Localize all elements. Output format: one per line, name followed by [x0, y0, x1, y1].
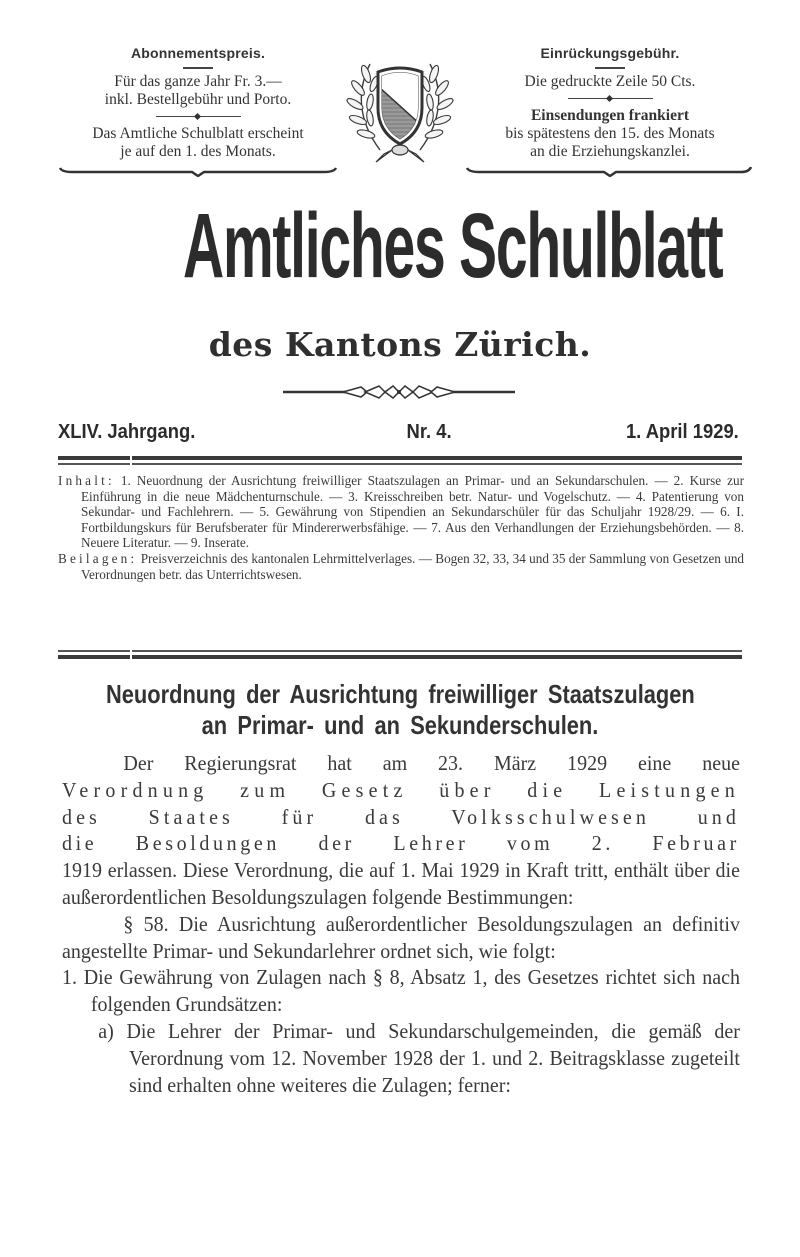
issue-date: 1. April 1929.	[625, 420, 739, 443]
contents-beilagen	[58, 551, 744, 582]
list-item-1: 1. Die Gewährung von Zulagen nach § 8, Absatz 1, des Gesetzes richtet sich nach folgenden Grundsätzen:	[62, 965, 740, 1017]
article-title-line2: an Primar- und an Sekunderschulen.	[201, 710, 599, 740]
publication-line1: Das Amtliche Schulblatt erscheint	[92, 125, 304, 142]
advertising-heading: Einrückungsgebühr.	[540, 45, 680, 61]
paragraph-line: Der Regierungsrat hat am 23. März 1929 eine neue	[123, 751, 740, 775]
dot-divider	[156, 116, 241, 117]
subscription-info	[58, 44, 338, 177]
table-of-contents	[58, 473, 744, 582]
submission-line3: an die Erziehungskanzlei.	[530, 143, 690, 160]
beilagen-label: Beilagen:	[58, 550, 138, 566]
paragraph-line-spaced: Verordnung zum Gesetz über die Leistungen	[62, 777, 740, 802]
publication-line2: je auf den 1. des Monats.	[120, 143, 276, 160]
advertising-info	[465, 44, 755, 177]
brace-rule	[58, 167, 338, 177]
short-divider	[183, 67, 213, 69]
advertising-rate: Die gedruckte Zeile 50 Cts.	[524, 73, 696, 90]
masthead-title: Amtliches Schulblatt	[183, 195, 723, 297]
issue-info-row	[58, 417, 739, 447]
paragraph-line-spaced: die Besoldungen der Lehrer vom 2. Februar	[62, 831, 740, 856]
paragraph-text: 1919 erlassen. Diese Verordnung, die auf 1. Mai 1929 in Kraft tritt, enthält über die außerordentlichen Besoldungszulagen folgende Bestimmungen:	[62, 858, 740, 909]
beilagen-text: Preisverzeichnis des kantonalen Lehrmittelverlages. — Bogen 32, 33, 34 und 35 der Sammlung von Gesetzen und Verordnungen betr. das Unterrichtswesen.	[81, 550, 745, 582]
paragraph-58: § 58. Die Ausrichtung außerordentlicher Besoldungszulagen an definitiv angestellte Primar- und Sekundarlehrer ordnet sich, wie folgt:	[62, 911, 740, 963]
double-rule-divider	[58, 456, 742, 465]
article-title-line1: Neuordnung der Ausrichtung freiwilliger Staatszulagen	[106, 679, 695, 709]
double-rule-divider	[58, 650, 742, 659]
submission-line2: bis spätestens den 15. des Monats	[505, 125, 715, 142]
inhalt-text: 1. Neuordnung der Ausrichtung freiwilliger Staatszulagen an Primar- und an Sekundarschulen. — 2. Kurse zur Einführung in die neue Mädchenturnschule. — 3. Kreisschreiben betr. Natur- und Vogelschutz. — 4. Patentierung von Sekundar- und Fachlehrern. — 5. Gewährung von Stipendien an Sekundarschüler für das Schuljahr 1928/29. — 6. I. Fortbildungskurs für Berufsberater für Mindererwerbsfähige. — 7. Aus den Verhandlungen der Erziehungsbehörden. — 8. Neuere Literatur. — 9. Inserate.	[81, 473, 745, 551]
article-title	[106, 679, 694, 741]
subscription-heading: Abonnementspreis.	[130, 45, 266, 61]
volume-label: XLIV. Jahrgang.	[58, 420, 196, 443]
contents-inhalt	[58, 473, 744, 551]
subscription-price-line1: Für das ganze Jahr Fr. 3.—	[114, 73, 282, 90]
dot-divider	[568, 98, 653, 99]
article-body	[62, 750, 740, 1098]
crest-icon	[336, 58, 464, 166]
subscription-price-line2: inkl. Bestellgebühr und Porto.	[104, 91, 292, 108]
masthead-subtitle: des Kantons Zürich.	[208, 325, 592, 364]
short-divider	[595, 67, 625, 69]
brace-rule	[465, 167, 755, 177]
issue-number: Nr. 4.	[406, 420, 452, 443]
paragraph-line-spaced: des Staates für das Volksschulwesen und	[62, 804, 740, 829]
submission-line1: Einsendungen frankiert	[530, 107, 690, 124]
inhalt-label: Inhalt:	[58, 473, 115, 488]
ornament-divider-icon	[283, 384, 515, 400]
list-item-1a: a) Die Lehrer der Primar- und Sekundarschulgemeinden, die gemäß der Verordnung vom 12. November 1928 der 1. und 2. Beitragsklasse zugeteilt sind erhalten ohne weiteres die Zulagen; ferner:	[98, 1018, 740, 1097]
